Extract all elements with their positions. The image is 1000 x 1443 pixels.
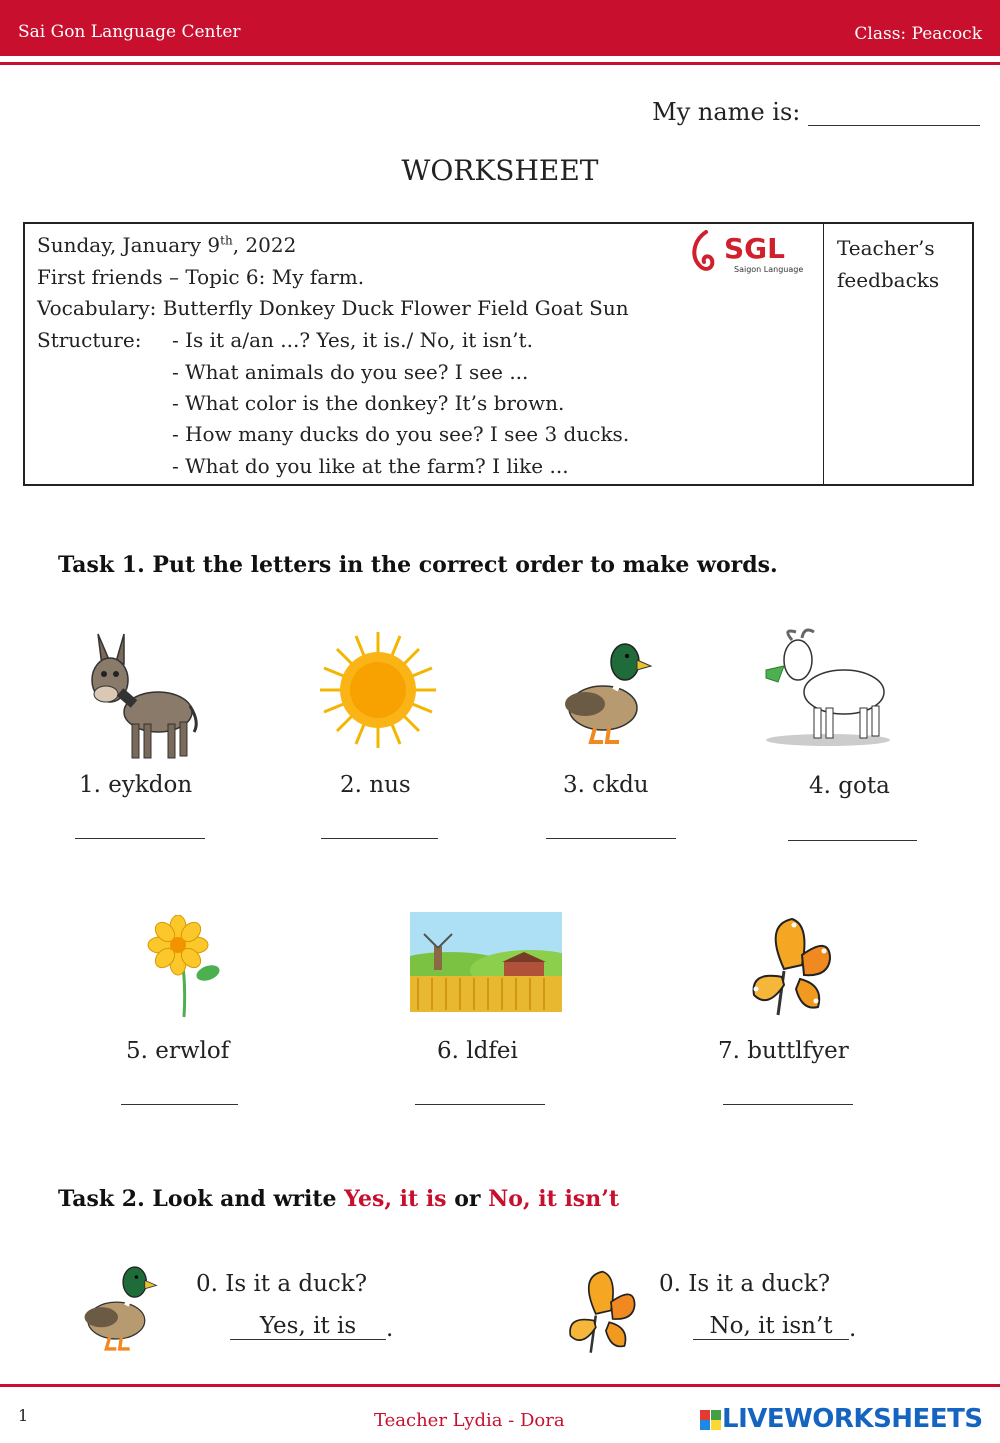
structure-item: - What animals do you see? I see ...: [172, 360, 529, 384]
lesson-topic: First friends – Topic 6: My farm.: [37, 265, 365, 289]
school-name: Sai Gon Language Center: [18, 22, 241, 42]
task1-word-2: 2. nus: [340, 772, 411, 798]
name-row: [652, 98, 980, 126]
period: .: [386, 1316, 394, 1342]
goat-icon: [762, 626, 898, 748]
name-label: My name is:: [652, 98, 801, 126]
liveworksheets-logo[interactable]: LIVEWORKSHEETS: [700, 1404, 983, 1434]
task1-word-7: 7. buttlfyer: [718, 1038, 849, 1064]
flower-icon: [146, 915, 226, 1019]
task2-question-1: 0. Is it a duck?: [196, 1271, 368, 1297]
answer-input-4[interactable]: [788, 840, 917, 841]
task1-word-4: 4. gota: [809, 773, 890, 799]
task1-word-6: 6. ldfei: [437, 1038, 518, 1064]
task1-word-1: 1. eykdon: [79, 772, 193, 798]
teacher-name: Teacher Lydia - Dora: [374, 1410, 565, 1431]
donkey-icon: [80, 632, 202, 762]
answer-input-2[interactable]: [321, 838, 438, 839]
structure-item: - Is it a/an ...? Yes, it is./ No, it isn’t.: [172, 328, 533, 352]
answer-input-5[interactable]: [121, 1104, 238, 1105]
lesson-vocabulary: Vocabulary: Butterfly Donkey Duck Flower Field Goat Sun: [37, 296, 629, 320]
lesson-info-box: [23, 222, 974, 486]
class-name: Class: Peacock: [854, 24, 982, 44]
structure-item: - What do you like at the farm? I like ...: [172, 454, 569, 478]
liveworksheets-icon: [700, 1410, 722, 1430]
answer-input-6[interactable]: [415, 1104, 545, 1105]
page-number: 1: [18, 1406, 29, 1425]
task2-answer-1: Yes, it is: [230, 1313, 386, 1340]
task2-answer-2: No, it isn’t: [693, 1313, 849, 1340]
sgl-logo: [688, 226, 818, 281]
butterfly-icon: [744, 915, 834, 1021]
task1-title: Task 1. Put the letters in the correct order to make words.: [58, 552, 778, 578]
svg-text:Saigon Language: Saigon Language: [734, 265, 804, 274]
answer-input-7[interactable]: [723, 1104, 853, 1105]
task1-word-3: 3. ckdu: [563, 772, 649, 798]
field-icon: [410, 912, 562, 1012]
answer-input-1[interactable]: [75, 838, 205, 839]
sun-icon: [318, 630, 438, 750]
task2-title: Task 2. Look and write Yes, it is or No, it isn’t: [58, 1186, 620, 1212]
page-title: WORKSHEET: [401, 154, 599, 187]
duck-icon: [555, 638, 655, 748]
svg-text:SGL: SGL: [724, 232, 785, 265]
name-input[interactable]: [808, 101, 980, 126]
structure-label: Structure:: [37, 328, 142, 352]
structure-item: - How many ducks do you see? I see 3 ducks.: [172, 422, 630, 446]
footer-divider: [0, 1384, 1000, 1387]
header-divider: [0, 62, 1000, 65]
teacher-feedback-label: Teacher’s feedbacks: [837, 236, 940, 292]
answer-input-3[interactable]: [546, 838, 676, 839]
structure-item: - What color is the donkey? It’s brown.: [172, 391, 565, 415]
lesson-date: Sunday, January 9th, 2022: [37, 233, 297, 257]
info-divider: [823, 224, 824, 484]
duck-icon: [75, 1262, 161, 1354]
task2-question-2: 0. Is it a duck?: [659, 1271, 831, 1297]
task1-word-5: 5. erwlof: [126, 1038, 230, 1064]
period: .: [849, 1316, 857, 1342]
butterfly-icon: [562, 1268, 638, 1358]
